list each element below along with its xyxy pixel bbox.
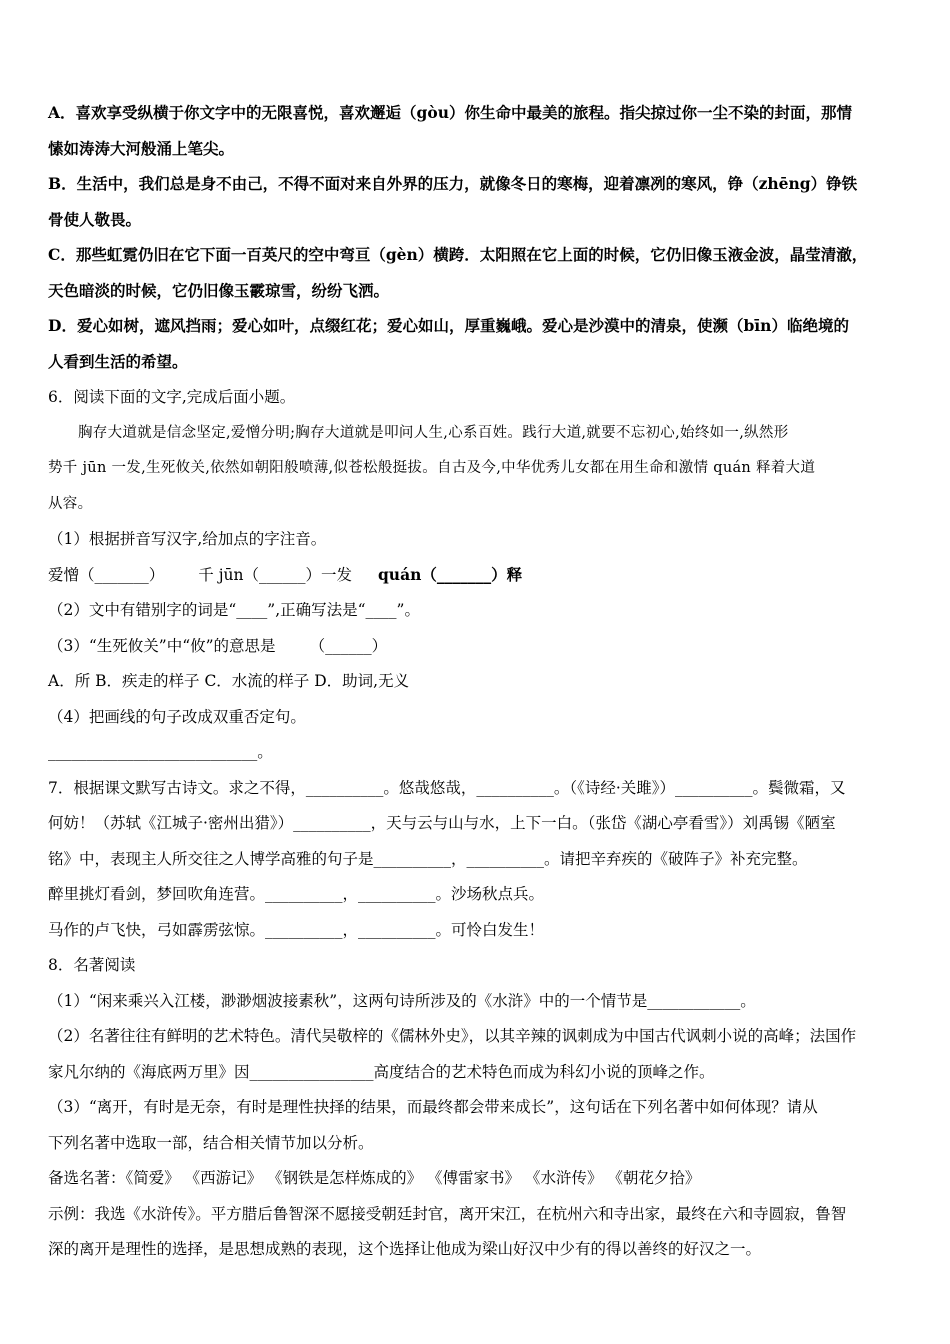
option-a-line-1: A．喜欢享受纵横于你文字中的无限喜悦，喜欢邂逅（gòu）你生命中最美的旅程。指尖掠过你一尘不染的封面，那情 bbox=[48, 103, 852, 122]
question-7-line-5: 马作的卢飞快，弓如霹雳弦惊。__________，__________。可怜白发生！ bbox=[48, 920, 545, 939]
subquestion-3-text: （3）“生死攸关”中“攸”的意思是 bbox=[48, 636, 276, 655]
option-b-line-1: B．生活中，我们总是身不由己，不得不面对来自外界的压力，就像冬日的寒梅，迎着凛冽的寒风，铮（zhēng）铮铁 bbox=[48, 174, 858, 193]
option-c-line-2: 天色暗淡的时候，它仍旧像玉霰琼雪，纷纷飞洒。 bbox=[48, 280, 390, 300]
question-8-title: 8．名著阅读 bbox=[48, 956, 136, 974]
example-line-2: 深的离开是理性的选择，是思想成熟的表现，这个选择让他成为梁山好汉中少有的得以善终的好汉之一。 bbox=[48, 1240, 762, 1258]
subquestion-4-answer-line: ___________________________。 bbox=[48, 743, 273, 761]
blank-qianjun: 千 jūn（______）一发 bbox=[198, 565, 352, 584]
passage-line-2: 势千 jūn 一发,生死攸关,依然如朝阳般喷薄,似苍松般挺拔。自古及今,中华优秀儿女都在用生命和激情 quán 释着大道 bbox=[48, 460, 816, 476]
subquestion-1-blanks bbox=[48, 558, 910, 594]
subquestion-4: （4）把画线的句子改成双重否定句。 bbox=[48, 707, 306, 726]
question-7-line-1: 7．根据课文默写古诗文。求之不得，__________。悠哉悠哉，__________。（《诗经·关雎》）__________。鬓微霜，又 bbox=[48, 778, 846, 797]
option-d-line-1: D．爱心如树，遮风挡雨；爱心如叶，点缀红花；爱心如山，厚重巍峨。爱心是沙漠中的清泉，使濒（bīn）临绝境的 bbox=[48, 316, 849, 335]
question-8-part-1: （1）“闲来乘兴入江楼，渺渺烟波接素秋”，这两句诗所涉及的《水浒》中的一个情节是____________。 bbox=[48, 991, 756, 1010]
document-page bbox=[48, 96, 910, 1268]
question-6-title: 6．阅读下面的文字,完成后面小题。 bbox=[48, 388, 296, 406]
question-8-part-3-line-1: （3）“离开，有时是无奈，有时是理性抉择的结果，而最终都会带来成长”，这句话在下列名著中如何体现？请从 bbox=[48, 1098, 818, 1116]
subquestion-2: （2）文中有错别字的词是“____”,正确写法是“____”。 bbox=[48, 601, 420, 619]
subquestion-3-blank: （______） bbox=[309, 636, 388, 655]
option-a-line-2: 愫如涛涛大河般涌上笔尖。 bbox=[48, 138, 235, 158]
option-d-line-2: 人看到生活的希望。 bbox=[48, 351, 188, 371]
book-options: 备选名著：《简爱》 《西游记》 《钢铁是怎样炼成的》 《傅雷家书》 《水浒传》 《朝花夕拾》 bbox=[48, 1169, 701, 1187]
example-line-1: 示例：我选《水浒传》。平方腊后鲁智深不愿接受朝廷封官，离开宋江，在杭州六和寺出家，最终在六和寺圆寂，鲁智 bbox=[48, 1204, 847, 1223]
question-7-line-3: 铭》中，表现主人所交往之人博学高雅的句子是__________，__________。请把辛弃疾的《破阵子》补充完整。 bbox=[48, 849, 808, 868]
blank-quanshi: quán（_______）释 bbox=[377, 564, 523, 584]
subquestion-1: （1）根据拼音写汉字,给加点的字注音。 bbox=[48, 530, 327, 548]
subquestion-3-options: A．所 B．疾走的样子 C．水流的样子 D．助词,无义 bbox=[48, 672, 410, 690]
subquestion-3 bbox=[48, 629, 910, 665]
passage-line-1: 胸存大道就是信念坚定,爱憎分明;胸存大道就是叩问人生,心系百姓。践行大道,就要不忘初心,始终如一,纵然形 bbox=[78, 424, 789, 441]
question-8-part-2-line-2: 家凡尔纳的《海底两万里》因________________高度结合的艺术特色而成为科幻小说的顶峰之作。 bbox=[48, 1062, 715, 1081]
question-7-line-2: 何妨！（苏轼《江城子·密州出猎》）__________，天与云与山与水，上下一白。（张岱《湖心亭看雪》）刘禹锡《陋室 bbox=[48, 814, 836, 832]
option-b-line-2: 骨使人敬畏。 bbox=[48, 209, 142, 229]
question-8-part-3-line-2: 下列名著中选取一部，结合相关情节加以分析。 bbox=[48, 1133, 374, 1152]
passage-line-3: 从容。 bbox=[48, 495, 93, 512]
question-7-line-4: 醉里挑灯看剑，梦回吹角连营。__________，__________。沙场秋点兵。 bbox=[48, 885, 545, 903]
blank-aizeng: 爱憎（_______） bbox=[48, 565, 165, 584]
option-c-line-1: C．那些虹霓仍旧在它下面一百英尺的空中弯亘（gèn）横跨．太阳照在它上面的时候，它仍旧像玉液金波，晶莹清澈， bbox=[48, 245, 868, 264]
question-8-part-2-line-1: （2）名著往往有鲜明的艺术特色。清代吴敬梓的《儒林外史》，以其辛辣的讽刺成为中国古代讽刺小说的高峰；法国作 bbox=[48, 1027, 857, 1045]
